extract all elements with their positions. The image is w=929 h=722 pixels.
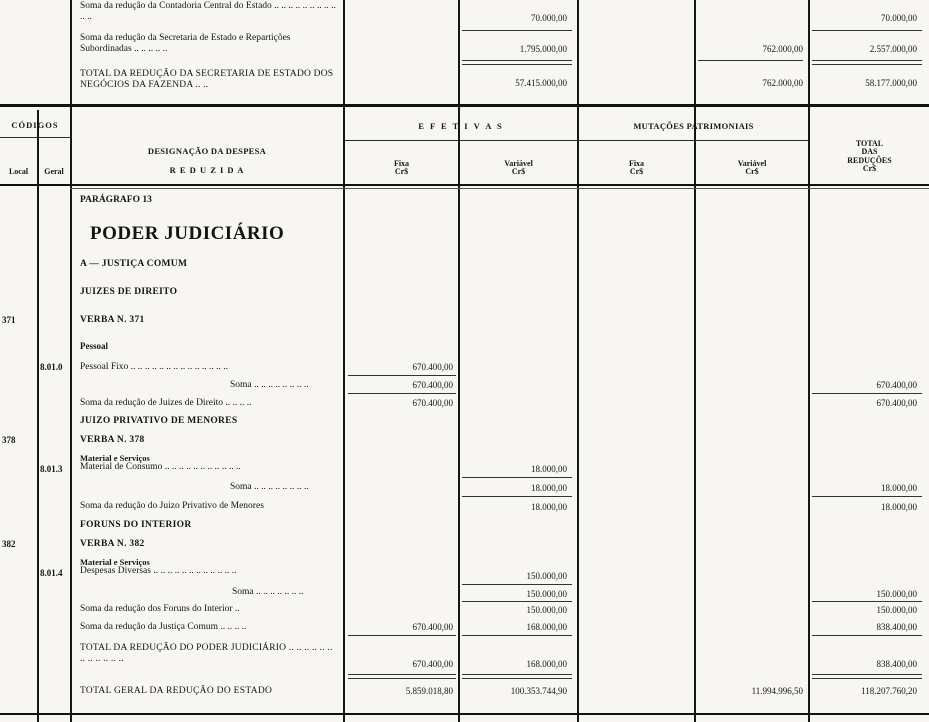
soma-juizo: Soma .. .. .. .. .. .. .. .. <box>230 482 309 492</box>
column-rule-desc <box>343 0 345 722</box>
reducao-foruns-total: 150.000,00 <box>876 605 917 615</box>
juizo-title: JUIZO PRIVATIVO DE MENORES <box>80 416 238 426</box>
pessoal-fixo: Pessoal Fixo .. .. .. .. .. .. .. .. .. .. .. .. .. .. <box>80 362 229 372</box>
foruns-title: FORUNS DO INTERIOR <box>80 520 192 530</box>
verba-382: VERBA N. 382 <box>80 539 145 549</box>
rule <box>462 30 572 31</box>
top-row-fazenda-total-value: 58.177.000,00 <box>865 78 917 88</box>
crs-label: Cr$ <box>862 164 877 174</box>
verba-378: VERBA N. 378 <box>80 435 145 445</box>
despesas-diversas: Despesas Diversas .. .. .. .. .. .. .. .. .. .. .. .. <box>80 566 237 576</box>
reducao-juizes: Soma da redução de Juizes de Direito .. .. .. .. <box>80 398 252 408</box>
reducao-justica-variavel: 168.000,00 <box>526 622 567 632</box>
soma-juizes-fixa: 670.400,00 <box>412 380 453 390</box>
total-poder-variavel: 168.000,00 <box>526 659 567 669</box>
local-code-371: 371 <box>2 315 16 325</box>
header-variavel <box>460 160 577 177</box>
rule <box>462 64 572 65</box>
total-geral: TOTAL GERAL DA REDUÇÃO DO ESTADO <box>80 686 273 696</box>
total-poder-fixa: 670.400,00 <box>412 659 453 669</box>
rule <box>812 635 922 636</box>
rule <box>698 60 803 61</box>
top-row-fazenda-variavel: 57.415.000,00 <box>515 78 567 88</box>
top-row-secretaria-total: 2.557.000,00 <box>869 44 917 54</box>
rule <box>0 137 70 138</box>
header-reduzida: R E D U Z I D A <box>169 165 245 175</box>
rule <box>812 30 922 31</box>
variavel-label: Variável <box>504 159 533 168</box>
rule <box>812 601 922 602</box>
top-row-secretaria: Soma da redução da Secretaria de Estado e Repartições Subordinadas .. .. .. .. .. <box>80 33 291 54</box>
column-rule-fixa <box>458 0 460 722</box>
column-rule-variavel <box>577 0 579 722</box>
geral-code-8010: 8.01.0 <box>40 362 63 372</box>
reducao-justica-fixa: 670.400,00 <box>412 622 453 632</box>
rule <box>462 601 572 602</box>
header-total-reducoes <box>810 140 929 174</box>
total-geral-mut-variavel: 11.994.996,50 <box>751 686 803 696</box>
total-poder-total: 838.400,00 <box>876 659 917 669</box>
reducao-juizo: Soma da redução do Juizo Privativo de Menores <box>80 501 264 511</box>
header-geral: Geral <box>44 167 64 176</box>
soma-juizes-total: 670.400,00 <box>876 380 917 390</box>
header-designacao: DESIGNAÇÃO DA DESPESA <box>147 146 267 156</box>
fixa-label: Fixa <box>393 159 410 168</box>
pessoal-heading: Pessoal <box>80 341 108 351</box>
total-label: TOTAL <box>855 139 884 148</box>
local-code-382: 382 <box>2 539 16 549</box>
soma-juizo-variavel: 18.000,00 <box>531 483 567 493</box>
reducao-juizes-fixa: 670.400,00 <box>412 398 453 408</box>
rule <box>462 496 572 497</box>
top-row-secretaria-variavel: 1.795.000,00 <box>519 44 567 54</box>
rule <box>348 678 456 679</box>
total-poder: TOTAL DA REDUÇÃO DO PODER JUDICIÁRIO .. .. .. .. .. .. .. .. .. .. .. .. <box>80 643 333 664</box>
rule <box>348 393 456 394</box>
top-row-fazenda-mut-variavel: 762.000,00 <box>762 78 803 88</box>
material-consumo: Material de Consumo .. .. .. .. .. .. .. .. .. .. .. <box>80 462 241 472</box>
material-consumo-value: 18.000,00 <box>531 464 567 474</box>
rule <box>812 393 922 394</box>
pessoal-fixo-value: 670.400,00 <box>412 362 453 372</box>
reducao-foruns: Soma da redução dos Foruns do Interior .. <box>80 604 240 614</box>
subsection-title: A — JUSTIÇA COMUM <box>80 259 188 269</box>
header-codigos: CÓDIGOS <box>11 120 59 130</box>
column-rule-mut-variavel <box>808 0 810 722</box>
rule <box>348 375 456 376</box>
header-mut-variavel <box>696 160 808 177</box>
header-mut-fixa <box>579 160 694 177</box>
das-label: DAS <box>861 147 878 157</box>
header-local: Local <box>8 167 29 176</box>
reducao-foruns-variavel: 150.000,00 <box>526 605 567 615</box>
rule <box>812 674 922 675</box>
soma-foruns-variavel: 150.000,00 <box>526 589 567 599</box>
variavel-label: Variável <box>737 159 767 168</box>
verba-371: VERBA N. 371 <box>80 315 145 325</box>
top-row-fazenda-total: TOTAL DA REDUÇÃO DA SECRETARIA DE ESTADO DOS NEGÓCIOS DA FAZENDA .. .. <box>80 69 334 90</box>
header-fixa <box>345 160 458 177</box>
rule <box>462 584 572 585</box>
total-geral-variavel: 100.353.744,90 <box>510 686 567 696</box>
rule <box>812 60 922 61</box>
rule <box>462 477 572 478</box>
header-rule <box>0 184 929 186</box>
despesas-diversas-value: 150.000,00 <box>526 571 567 581</box>
rule <box>348 674 456 675</box>
reducao-justica-total: 838.400,00 <box>876 622 917 632</box>
column-rule-local <box>37 110 39 722</box>
reducoes-label: REDUÇÕES <box>847 155 892 165</box>
header-rule <box>70 188 929 189</box>
bottom-rule <box>0 713 929 715</box>
reducao-juizes-total: 670.400,00 <box>876 398 917 408</box>
soma-foruns: Soma .. .. .. .. .. .. .. <box>232 587 304 597</box>
top-row-contadoria: Soma da redução da Contadoria Central do Estado .. .. .. .. .. .. .. .. .. .. .. <box>80 1 336 22</box>
crs-label: Cr$ <box>511 167 526 177</box>
total-geral-total: 118.207.760,20 <box>861 686 917 696</box>
unit-title: JUIZES DE DIREITO <box>80 287 178 297</box>
section-title: PODER JUDICIÁRIO <box>90 223 285 244</box>
top-row-contadoria-variavel: 70.000,00 <box>531 13 567 23</box>
section-separator <box>0 104 929 107</box>
crs-label: Cr$ <box>394 167 409 177</box>
reducao-juizo-total: 18.000,00 <box>881 502 917 512</box>
reducao-justica: Soma da redução da Justiça Comum .. .. .. .. <box>80 622 247 632</box>
soma-foruns-total: 150.000,00 <box>876 589 917 599</box>
rule <box>348 635 456 636</box>
fixa-label: Fixa <box>628 159 645 168</box>
rule <box>812 678 922 679</box>
reducao-juizo-variavel: 18.000,00 <box>531 502 567 512</box>
geral-code-8014: 8.01.4 <box>40 568 63 578</box>
matserv-heading: Material e Serviços <box>80 453 150 463</box>
rule <box>462 635 572 636</box>
local-code-378: 378 <box>2 435 16 445</box>
rule <box>812 496 922 497</box>
top-row-secretaria-mut-variavel: 762.000,00 <box>762 44 803 54</box>
header-mutacoes: MUTAÇÕES PATRIMONIAIS <box>633 121 754 131</box>
column-rule-geral <box>70 0 72 722</box>
paragrafo-heading: PARÁGRAFO 13 <box>80 195 152 205</box>
soma-juizo-total: 18.000,00 <box>881 483 917 493</box>
column-rule-mut-fixa <box>694 0 696 722</box>
rule <box>462 674 572 675</box>
matserv2-heading: Material e Serviços <box>80 557 150 567</box>
crs-label: Cr$ <box>629 167 644 177</box>
total-geral-fixa: 5.859.018,80 <box>405 686 453 696</box>
crs-label: Cr$ <box>745 167 759 177</box>
soma-juizes: Soma .. .. .. .. .. .. .. .. <box>230 380 309 390</box>
top-row-contadoria-total: 70.000,00 <box>881 13 917 23</box>
rule <box>462 60 572 61</box>
header-efetivas: E F E T I V A S <box>418 121 504 131</box>
rule <box>812 64 922 65</box>
geral-code-8013: 8.01.3 <box>40 464 63 474</box>
rule <box>462 678 572 679</box>
rule <box>345 140 808 141</box>
